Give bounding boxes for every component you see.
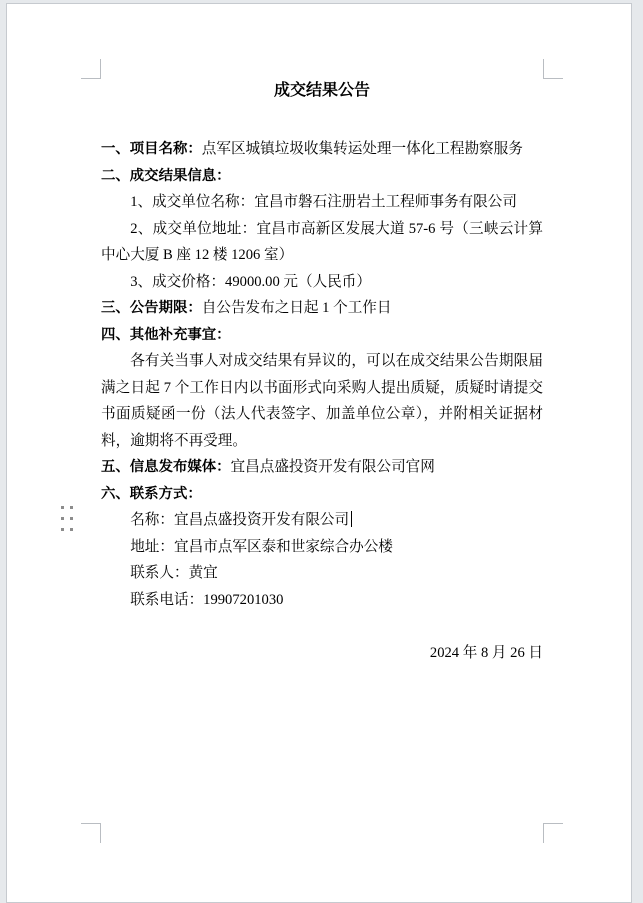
paragraph[interactable]	[101, 507, 543, 534]
paragraph[interactable]	[101, 163, 543, 190]
document-content[interactable]	[101, 78, 543, 666]
drag-handle-dot	[61, 528, 64, 531]
margin-crop-mark-bottom-left	[81, 823, 101, 843]
paragraph[interactable]	[101, 348, 543, 454]
paragraph-text: 宜昌点盛投资开发有限公司官网	[230, 459, 435, 475]
paragraph[interactable]	[101, 481, 543, 508]
margin-crop-mark-bottom-right	[543, 823, 563, 843]
paragraph-text: 各有关当事人对成交结果有异议的，可以在成交结果公告期限届满之日起 7 个工作日内以书面形式向采购人提出质疑，质疑时请提交书面质疑函一份（法人代表签字、加盖单位公章），并附相关证据材料，逾期将不再受理。	[101, 353, 543, 449]
paragraph-text: 1、成交单位名称：宜昌市磐石注册岩土工程师事务有限公司	[130, 194, 517, 210]
paragraph[interactable]	[101, 269, 543, 296]
drag-handle-dot	[70, 517, 73, 520]
date-line[interactable]: 2024 年 8 月 26 日	[429, 644, 543, 661]
drag-handle-dot	[70, 528, 73, 531]
paragraph[interactable]	[101, 322, 543, 349]
paragraph-text: 联系人：黄宜	[130, 565, 218, 581]
paragraph[interactable]	[101, 189, 543, 216]
paragraph-label: 四、其他补充事宜：	[101, 326, 231, 343]
paragraph-label: 五、信息发布媒体：	[101, 459, 231, 475]
paragraph-text: 名称：宜昌点盛投资开发有限公司	[130, 512, 350, 528]
document-body[interactable]	[101, 136, 543, 613]
paragraph[interactable]	[101, 136, 543, 163]
margin-crop-mark-top-left	[81, 59, 101, 79]
paragraph[interactable]	[101, 295, 543, 322]
paragraph-drag-handle[interactable]	[61, 506, 73, 531]
paragraph[interactable]	[101, 216, 543, 269]
drag-handle-dot	[61, 506, 64, 509]
document-title: 成交结果公告	[273, 82, 370, 99]
margin-crop-mark-top-right	[543, 59, 563, 79]
paragraph-label: 一、项目名称：	[101, 141, 202, 157]
paragraph[interactable]	[101, 560, 543, 587]
paragraph-text: 3、成交价格：49000.00 元（人民币）	[130, 273, 371, 290]
paragraph[interactable]	[101, 587, 543, 614]
paragraph-text: 2、成交单位地址：宜昌市高新区发展大道 57-6 号（三峡云计算中心大厦 B 座 12 楼 1206 室）	[101, 220, 543, 263]
paragraph-label: 三、公告期限：	[101, 300, 202, 316]
text-caret	[351, 511, 352, 527]
paragraph[interactable]	[101, 534, 543, 561]
paragraph[interactable]	[101, 454, 543, 481]
paragraph-text: 地址：宜昌市点军区泰和世家综合办公楼	[130, 538, 393, 555]
paragraph-label: 六、联系方式：	[101, 485, 202, 502]
paragraph-text: 点军区城镇垃圾收集转运处理一体化工程勘察服务	[201, 141, 523, 157]
paragraph-label: 二、成交结果信息：	[101, 167, 231, 184]
drag-handle-dot	[70, 506, 73, 509]
paragraph-text: 自公告发布之日起 1 个工作日	[201, 300, 392, 316]
drag-handle-dot	[61, 517, 64, 520]
paragraph-text: 联系电话：19907201030	[130, 591, 284, 608]
